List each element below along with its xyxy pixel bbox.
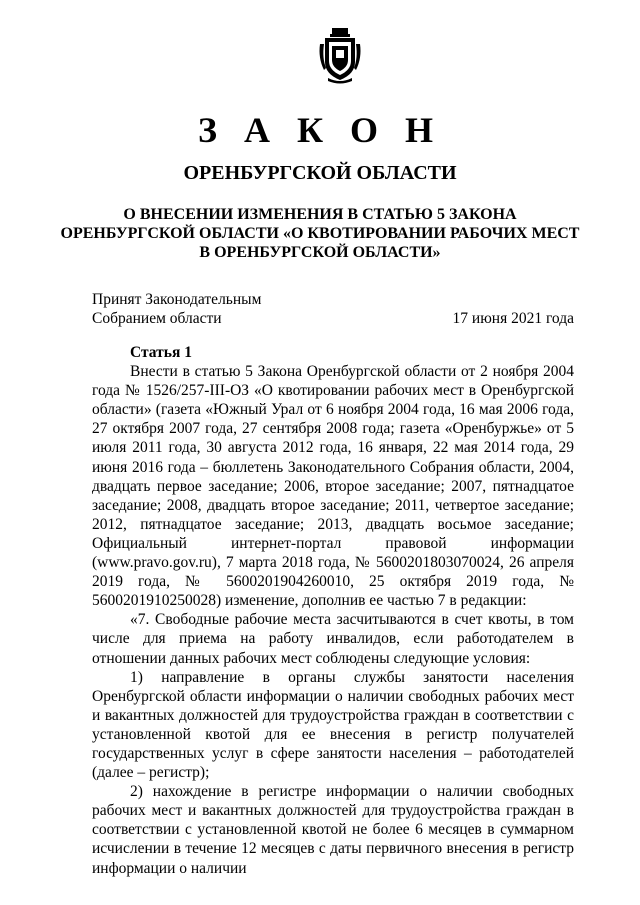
article-paragraph-3: 1) направление в органы службы занятости населения Оренбургской области информации о наличии свободных рабочих мест и вакантных должностей для трудоустройства граждан в соответствии с установленной квотой для ее внесения в регистр получателей государственных услуг в сфере занятости населения – работодателей (далее – регистр); <box>92 668 574 782</box>
article-heading: Статья 1 <box>130 344 192 361</box>
adoption-line-1: Принят Законодательным <box>92 291 262 308</box>
article-paragraph-1: Внести в статью 5 Закона Оренбургской области от 2 ноября 2004 года № 1526/257-III-ОЗ «О квотировании рабочих мест в Оренбургской области» (газета «Южный Урал от 6 ноября 2004 года, 16 мая 2006 года, 27 октября 2007 года, 27 сентября 2008 года; газета «Оренбуржье» от 5 июля 2011 года, 30 августа 2012 года, 16 января, 22 мая 2014 года, 29 июня 2016 года – бюллетень Законодательного Собрания области, 2004, двадцать первое заседание; 2006, второе заседание; 2007, пятнадцатое заседание; 2008, двадцать второе заседание; 2011, четвертое заседание; 2012, пятнадцатое заседание; 2013, двадцать восьмое заседание; Официальный интернет-портал правовой информации (www.pravo.gov.ru), 7 марта 2018 года, № 5600201803070024, 26 апреля 2019 года, № 5600201904260010, 25 октября 2019 года, № 5600201910250028) изменение, дополнив ее частью 7 в редакции: <box>92 363 574 610</box>
article-paragraph-4: 2) нахождение в регистре информации о наличии свободных рабочих мест и вакантных должностей для трудоустройства граждан в соответствии с установленной квотой не более 6 месяцев в суммарном исчислении в течение 12 месяцев с даты первичного внесения в регистр информации о наличии <box>92 783 574 877</box>
document-title: З А К О Н <box>197 110 443 150</box>
coat-of-arms-icon <box>318 28 362 84</box>
adoption-info <box>92 290 261 328</box>
article-paragraph-2: «7. Свободные рабочие места засчитываются в счет квоты, в том числе для приема на работу инвалидов, если работодателем в отношении данных рабочих мест соблюдены следующие условия: <box>92 611 574 667</box>
adoption-line-2: Собранием области <box>92 310 222 327</box>
adoption-date: 17 июня 2021 года <box>452 310 574 327</box>
region-title: ОРЕНБУРГСКОЙ ОБЛАСТИ <box>183 162 457 184</box>
law-subject: О ВНЕСЕНИИ ИЗМЕНЕНИЯ В СТАТЬЮ 5 ЗАКОНА ОРЕНБУРГСКОЙ ОБЛАСТИ «О КВОТИРОВАНИИ РАБОЧИХ МЕСТ В ОРЕНБУРГСКОЙ ОБЛАСТИ» <box>60 206 580 261</box>
article-body <box>92 343 574 878</box>
